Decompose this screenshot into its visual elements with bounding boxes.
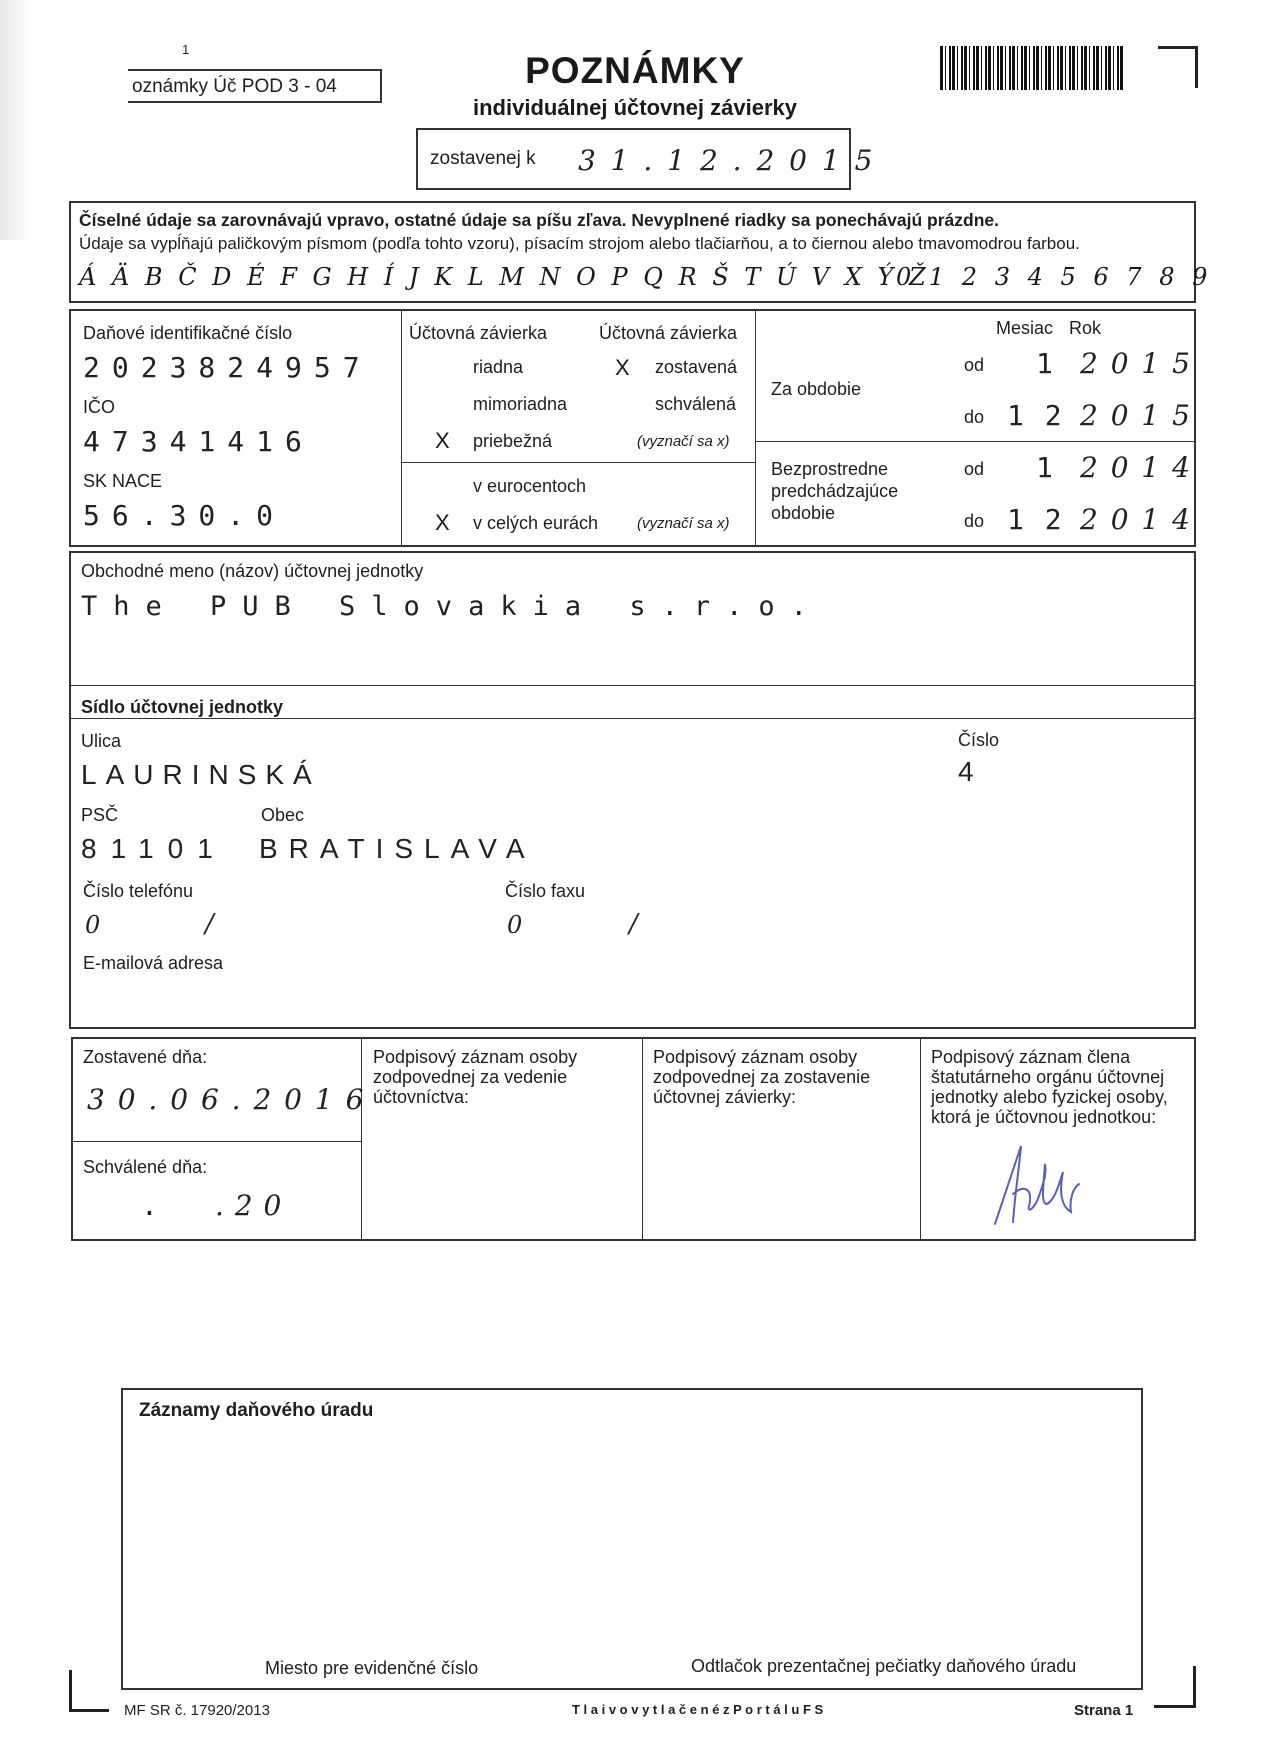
approved-on-value: . 2 0 bbox=[215, 1189, 283, 1222]
statement-type-title-1: Účtovná závierka bbox=[409, 323, 548, 343]
address-section-title: Sídlo účtovnej jednotky bbox=[81, 697, 284, 717]
current-to-label: do bbox=[964, 407, 985, 427]
current-from-year: 2 0 1 5 bbox=[1080, 347, 1192, 380]
sknace-label: SK NACE bbox=[83, 471, 163, 491]
instructions-box bbox=[69, 201, 1213, 303]
divider bbox=[71, 685, 1194, 686]
signature-compilation-label: Podpisový záznam osoby zodpovednej za zostavenie účtovnej závierky: bbox=[653, 1047, 871, 1107]
stamp-label: Odtlačok prezentačnej pečiatky daňového úradu bbox=[691, 1656, 1077, 1676]
current-period-label: Za obdobie bbox=[771, 379, 862, 399]
page-title: POZNÁMKY bbox=[525, 50, 745, 91]
previous-period-label-1: Bezprostredne bbox=[771, 459, 889, 479]
form-id: oznámky Úč POD 3 - 04 bbox=[132, 76, 337, 97]
compiled-label: zostavenej k bbox=[430, 148, 536, 169]
divider bbox=[401, 462, 756, 463]
option-priebezna: priebežná bbox=[473, 431, 553, 451]
mark-hint: (vyznačí sa x) bbox=[637, 433, 730, 450]
corner-mark-top-right bbox=[1158, 46, 1198, 88]
city-value: BRATISLAVA bbox=[259, 833, 536, 864]
divider bbox=[755, 441, 1195, 442]
fax-separator: / bbox=[629, 909, 650, 939]
divider bbox=[361, 1039, 362, 1239]
psc-value: 81101 bbox=[81, 833, 227, 864]
divider bbox=[920, 1039, 921, 1239]
previous-from-month: 1 bbox=[1036, 451, 1059, 484]
divider bbox=[755, 311, 756, 545]
signature-block bbox=[71, 1037, 1196, 1241]
instructions-line2: Údaje sa vypĺňajú paličkovým písmom (podľa tohto vzoru), písacím strojom alebo tlačiarňou, a to čiernou alebo tmavomodrou farbou. bbox=[79, 234, 1080, 253]
instructions-line1: Číselné údaje sa zarovnávajú vpravo, ostatné údaje sa píšu zľava. Nevyplnené riadky sa ponechávajú prázdne. bbox=[79, 210, 1000, 230]
entity-name-label: Obchodné meno (názov) účtovnej jednotky bbox=[81, 561, 424, 581]
approved-on-label: Schválené dňa: bbox=[83, 1157, 208, 1177]
previous-to-label: do bbox=[964, 511, 985, 531]
form-id-box bbox=[128, 69, 382, 103]
sample-digits: 0 1 2 3 4 5 6 7 8 9 bbox=[896, 263, 1213, 291]
page-subtitle: individuálnej účtovnej závierky bbox=[473, 95, 797, 120]
mark-zostavena: X bbox=[615, 355, 630, 380]
current-to-year: 2 0 1 5 bbox=[1080, 399, 1192, 432]
corner-mark-bottom-left bbox=[69, 1670, 109, 1712]
divider bbox=[73, 1141, 362, 1142]
mark-hint-2: (vyznačí sa x) bbox=[637, 515, 730, 532]
compiled-on-label: Zostavené dňa: bbox=[83, 1047, 208, 1067]
month-header: Mesiac bbox=[996, 318, 1054, 338]
previous-period-label-3: obdobie bbox=[771, 503, 836, 523]
compiled-date-box bbox=[416, 128, 876, 190]
street-number-value: 4 bbox=[958, 756, 986, 787]
psc-label: PSČ bbox=[81, 805, 119, 825]
phone-separator: / bbox=[205, 909, 226, 939]
tax-office-title: Záznamy daňového úradu bbox=[139, 1400, 374, 1421]
page-mark: 1 bbox=[182, 42, 190, 57]
evidence-number-label: Miesto pre evidenčné číslo bbox=[265, 1658, 479, 1678]
dic-label: Daňové identifikačné číslo bbox=[83, 323, 293, 343]
option-zostavena: zostavená bbox=[655, 357, 738, 377]
identification-block bbox=[69, 309, 1196, 547]
option-riadna: riadna bbox=[473, 357, 524, 377]
mark-celych-eurach: X bbox=[435, 510, 450, 535]
footer-printed: T l a i v o v y t l a č e n é z P o r t á l u F S bbox=[572, 1702, 824, 1717]
fax-label: Číslo faxu bbox=[505, 881, 586, 901]
compiled-on-value: 3 0 . 0 6 . 2 0 1 6 bbox=[87, 1083, 366, 1116]
folded-corner bbox=[0, 0, 30, 240]
ico-label: IČO bbox=[83, 397, 116, 417]
option-celych-eurach: v celých eurách bbox=[473, 513, 599, 533]
option-mimoriadna: mimoriadna bbox=[473, 394, 568, 414]
city-label: Obec bbox=[261, 805, 305, 825]
tax-office-box bbox=[121, 1388, 1143, 1690]
entity-address-block bbox=[69, 551, 1196, 1029]
street-label: Ulica bbox=[81, 731, 122, 751]
previous-to-year: 2 0 1 4 bbox=[1080, 503, 1192, 536]
phone-label: Číslo telefónu bbox=[83, 881, 194, 901]
divider bbox=[401, 311, 402, 545]
fax-prefix: 0 bbox=[507, 911, 535, 939]
footer-page: Strana 1 bbox=[1074, 1702, 1134, 1719]
footer-ministry: MF SR č. 17920/2013 bbox=[124, 1702, 270, 1719]
corner-mark-bottom-right bbox=[1154, 1666, 1196, 1708]
sample-letters: Á Ä B Č D É F G H Í J K L M N O P Q R Š T Ú V X Ý Ž bbox=[79, 263, 930, 291]
email-label: E-mailová adresa bbox=[83, 953, 224, 973]
street-value: LAURINSKÁ bbox=[81, 759, 321, 790]
current-from-month: 1 bbox=[1036, 347, 1059, 380]
option-eurocentoch: v eurocentoch bbox=[473, 476, 587, 496]
signature-statutory-label: Podpisový záznam člena štatutárneho orgánu účtovnej jednotky alebo fyzickej osoby, ktorá je účtovnou jednotkou: bbox=[931, 1047, 1168, 1127]
compiled-date: 3 1 . 1 2 . 2 0 1 5 bbox=[578, 144, 876, 177]
street-number-label: Číslo bbox=[958, 730, 1000, 750]
current-to-month: 1 2 bbox=[1007, 399, 1064, 432]
current-from-label: od bbox=[964, 355, 985, 375]
approved-on-dot: . bbox=[141, 1189, 170, 1222]
entity-name-value: The PUB Slovakia s.r.o. bbox=[81, 591, 823, 622]
previous-from-year: 2 0 1 4 bbox=[1080, 451, 1192, 484]
statement-type-title-2: Účtovná závierka bbox=[599, 323, 738, 343]
barcode bbox=[940, 46, 1124, 90]
divider bbox=[642, 1039, 643, 1239]
previous-from-label: od bbox=[964, 459, 985, 479]
signature-accounting-label: Podpisový záznam osoby zodpovednej za vedenie účtovníctva: bbox=[373, 1047, 578, 1107]
phone-prefix: 0 bbox=[85, 911, 113, 939]
option-schvalena: schválená bbox=[655, 394, 737, 414]
handwritten-signature bbox=[985, 1134, 1095, 1234]
ico-value: 47341416 bbox=[83, 425, 314, 458]
previous-period-label-2: predchádzajúce bbox=[771, 481, 899, 501]
divider bbox=[71, 718, 1194, 719]
year-header: Rok bbox=[1069, 318, 1102, 338]
mark-priebezna: X bbox=[435, 428, 450, 453]
previous-to-month: 1 2 bbox=[1007, 503, 1064, 536]
dic-value: 2023824957 bbox=[83, 351, 372, 384]
sknace-value: 56.30.0 bbox=[83, 499, 286, 532]
